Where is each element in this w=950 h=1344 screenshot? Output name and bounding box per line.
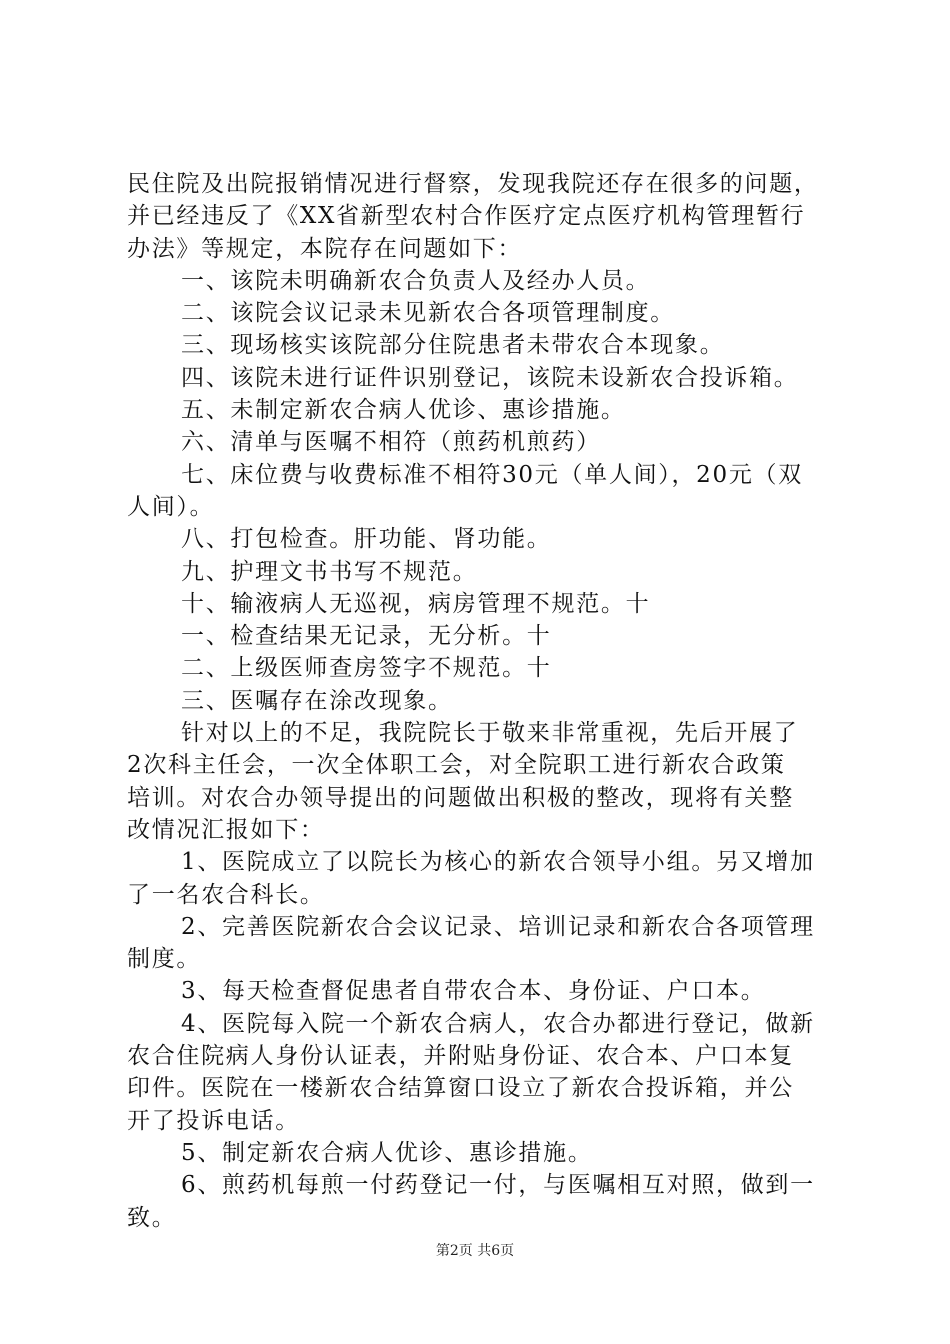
problem-item-13: 三、医嘱存在涂改现象。 [181, 687, 453, 714]
summary-paragraph: 针对以上的不足，我院院长于敬来非常重视，先后开展了 [181, 720, 799, 747]
page-footer: 第2页 共6页 [435, 1243, 515, 1259]
problem-item-5: 五、未制定新农合病人优诊、惠诊措施。 [181, 397, 626, 424]
text-line: 改情况汇报如下： [127, 816, 325, 843]
text-line: 制度。 [127, 946, 202, 973]
text-line: 民住院及出院报销情况进行督察，发现我院还存在很多的问题， [127, 171, 819, 197]
problem-item-10: 十、输液病人无巡视，病房管理不规范。十 [181, 590, 651, 617]
text-line: 农合住院病人身份认证表，并附贴身份证、农合本、户口本复 [127, 1043, 794, 1070]
text-line: 印件。医院在一楼新农合结算窗口设立了新农合投诉箱，并公 [127, 1075, 794, 1102]
text-line: 培训。对农合办领导提出的问题做出积极的整改，现将有关整 [127, 784, 794, 811]
problem-item-3: 三、现场核实该院部分住院患者未带农合本现象。 [181, 332, 725, 359]
text-line: 了一名农合科长。 [127, 881, 325, 908]
problem-item-2: 二、该院会议记录未见新农合各项管理制度。 [181, 300, 675, 327]
problem-item-1: 一、该院未明确新农合负责人及经办人员。 [181, 267, 651, 294]
problem-item-11: 一、检查结果无记录，无分析。十 [181, 623, 552, 650]
document-body [127, 168, 827, 1234]
rectification-item-3: 3、每天检查督促患者自带农合本、身份证、户口本。 [181, 978, 766, 1005]
problem-item-6: 六、清单与医嘱不相符（煎药机煎药） [181, 429, 601, 456]
rectification-item-2: 2、完善医院新农合会议记录、培训记录和新农合各项管理 [181, 913, 815, 940]
text-line: 2次科主任会，一次全体职工会，对全院职工进行新农合政策 [127, 752, 786, 779]
text-line: 并已经违反了《XX省新型农村合作医疗定点医疗机构管理暂行 [127, 203, 806, 230]
text-line: 致。 [127, 1204, 177, 1231]
text-line: 开了投诉电话。 [127, 1107, 300, 1134]
text-line: 人间）。 [127, 493, 215, 520]
rectification-item-5: 5、制定新农合病人优诊、惠诊措施。 [181, 1139, 593, 1166]
rectification-item-1: 1、医院成立了以院长为核心的新农合领导小组。另又增加 [181, 849, 815, 876]
problem-item-8: 八、打包检查。肝功能、肾功能。 [181, 526, 552, 553]
text-line: 办法》等规定，本院存在问题如下： [127, 235, 523, 262]
problem-item-4: 四、该院未进行证件识别登记，该院未设新农合投诉箱。 [181, 364, 799, 391]
problem-item-9: 九、护理文书书写不规范。 [181, 558, 478, 585]
rectification-item-4: 4、医院每入院一个新农合病人，农合办都进行登记，做新 [181, 1010, 815, 1037]
problem-item-7: 七、床位费与收费标准不相符30元（单人间），20元（双 [181, 461, 803, 488]
problem-item-12: 二、上级医师查房签字不规范。十 [181, 655, 552, 682]
rectification-item-6: 6、煎药机每煎一付药登记一付，与医嘱相互对照，做到一 [181, 1172, 815, 1199]
